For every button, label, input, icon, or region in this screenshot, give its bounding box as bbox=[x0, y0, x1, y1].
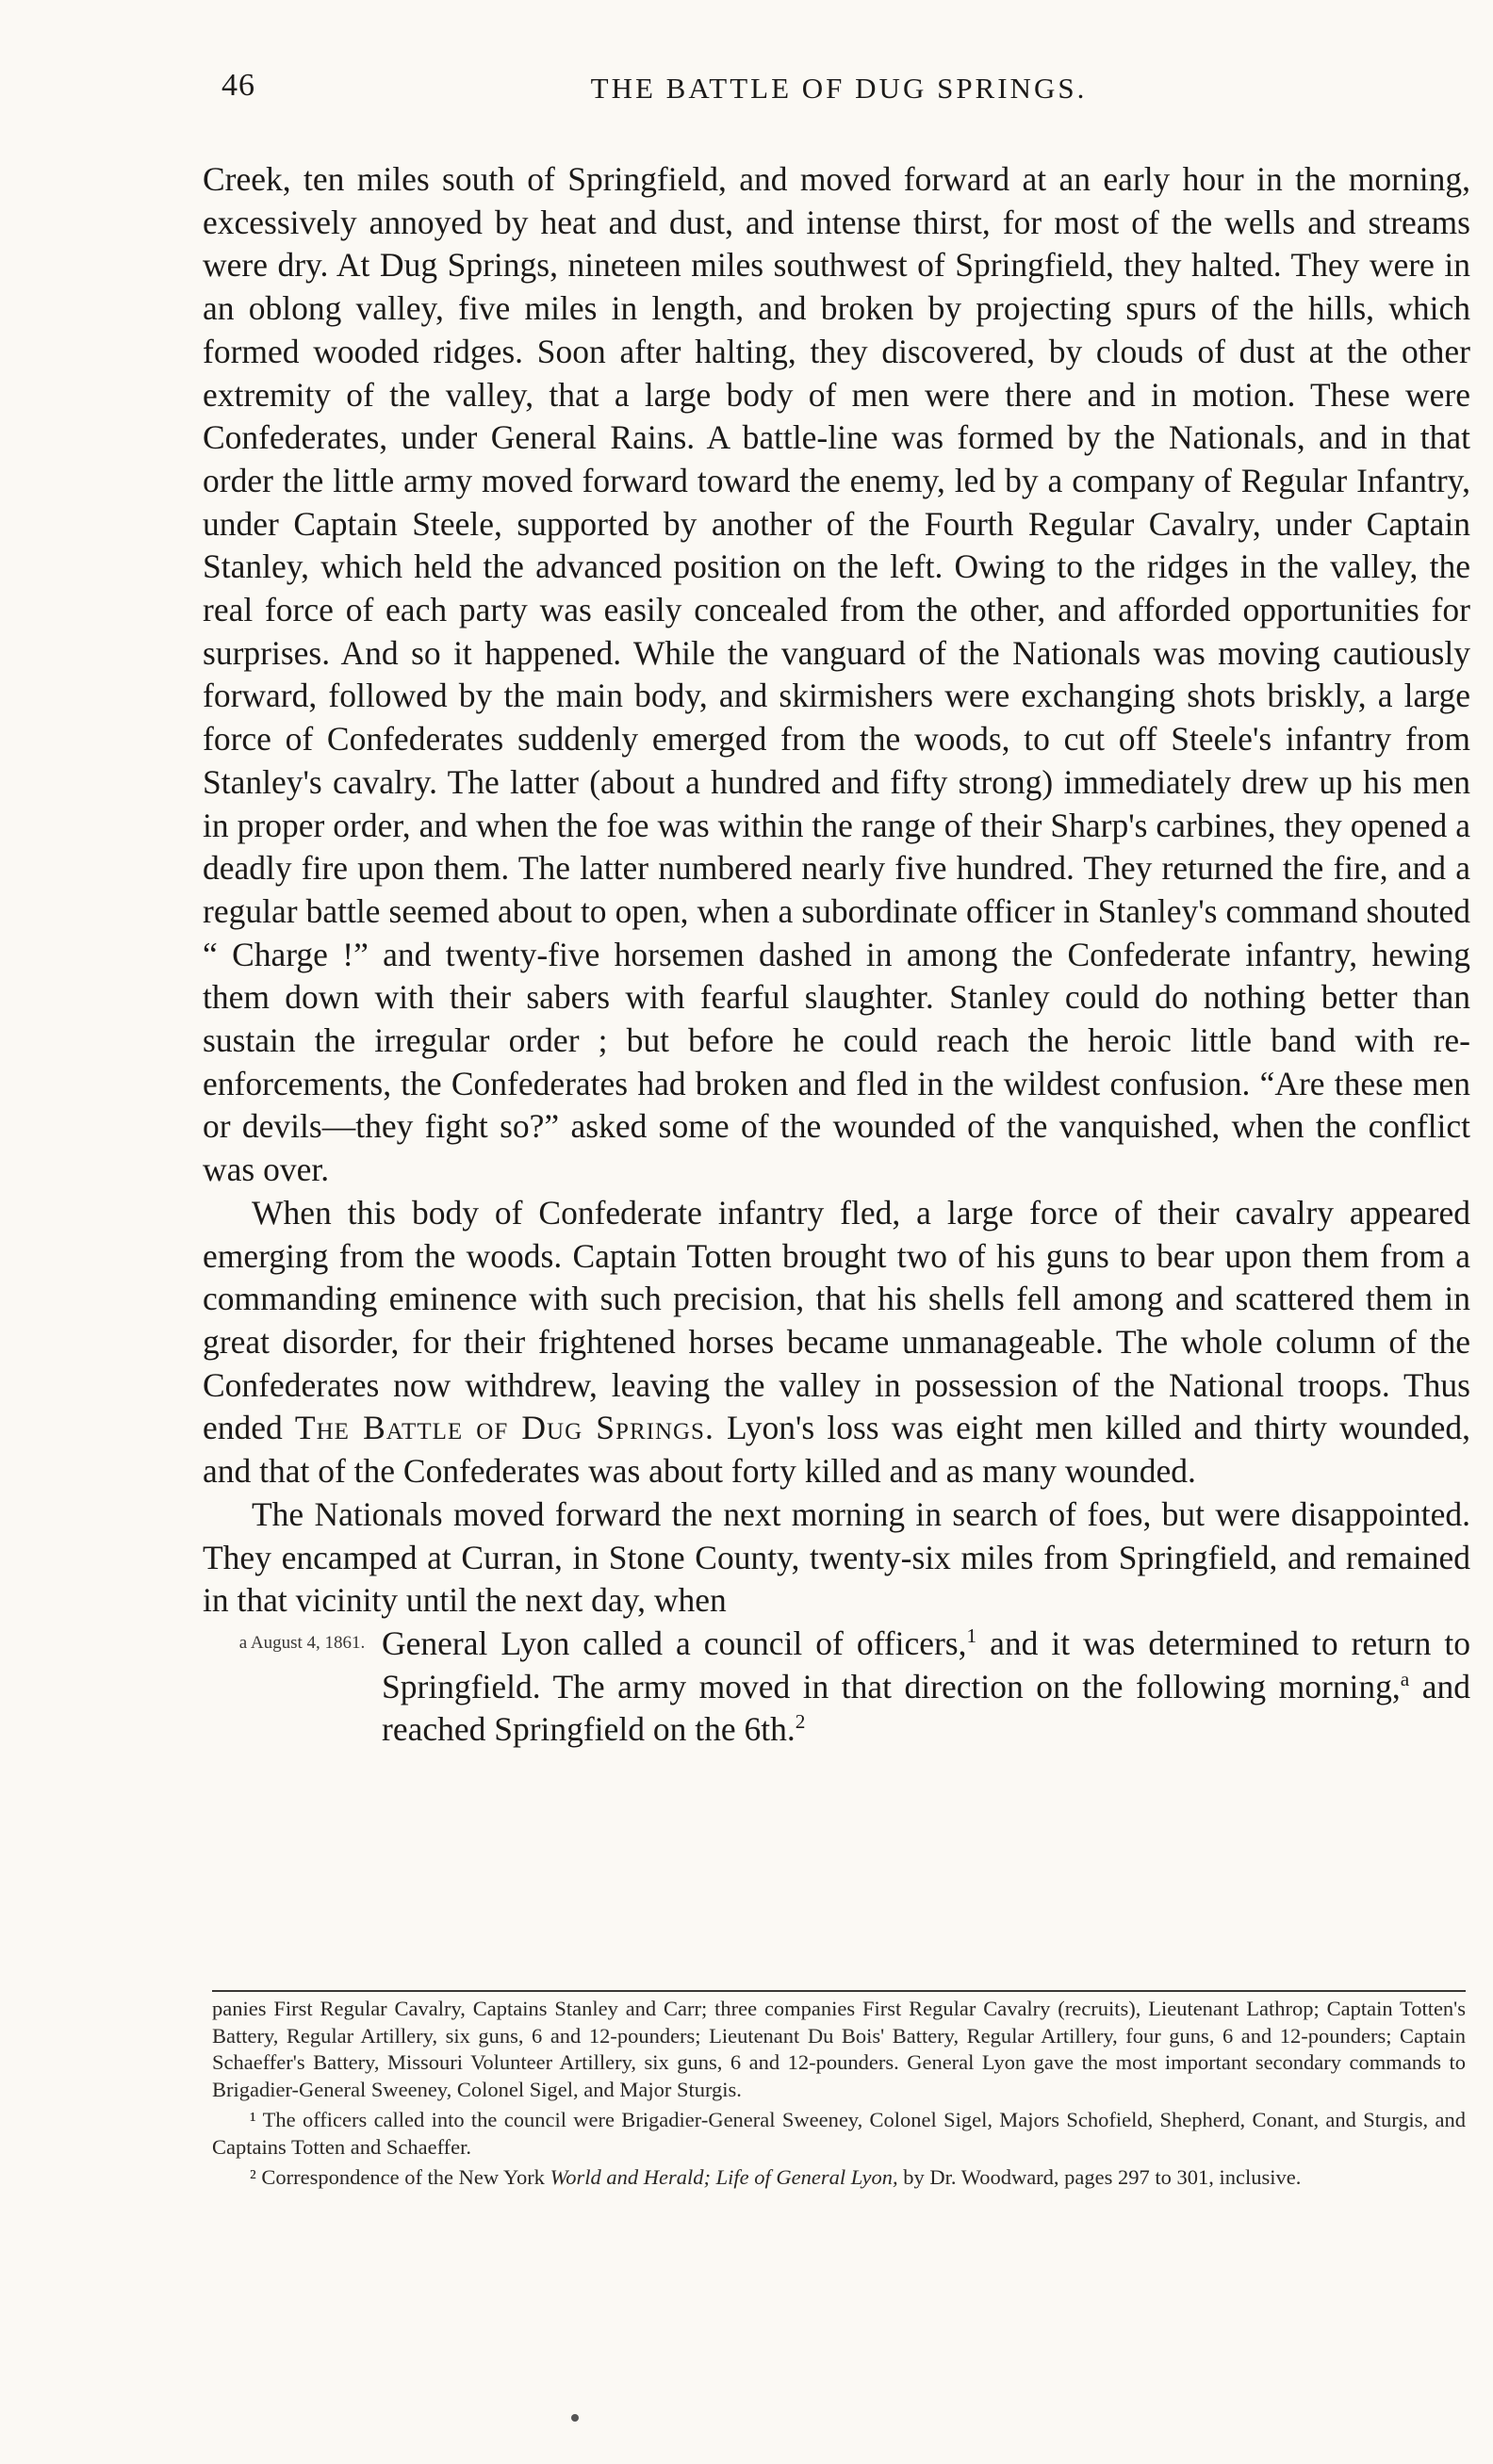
paragraph-3-text-c: and reached Springfield on the 6th. bbox=[382, 1667, 1470, 1749]
paragraph-3-continued bbox=[203, 1623, 1470, 1752]
footnote-divider bbox=[212, 1990, 1466, 1992]
paragraph-2 bbox=[203, 1192, 1470, 1493]
paragraph-3-text-a: General Lyon called a council of officers, bbox=[382, 1624, 967, 1662]
paragraph-3-text-b: and it was determined to return to Springfield. The army moved in that direction on the following morning, bbox=[382, 1624, 1470, 1705]
footnote-2-titles: World and Herald; Life of General Lyon, bbox=[550, 2165, 898, 2189]
margin-date-note: a August 4, 1861. bbox=[238, 1632, 366, 1653]
paragraph-1: Creek, ten miles south of Springfield, and moved forward at an early hour in the morning, excessively annoyed by heat and dust, and intense thirst, for most of the wells and streams were dry. At Dug Springs, nineteen miles southwest of Springfield, they halted. They were in an oblong valley, five miles in length, and broken by projecting spurs of the hills, which formed wooded ridges. Soon after halting, they discovered, by clouds of dust at the other extremity of the valley, that a large body of men were there and in motion. These were Confederates, under General Rains. A battle-line was formed by the Nationals, and in that order the little army moved forward toward the enemy, led by a company of Regular Infantry, under Captain Steele, supported by another of the Fourth Regular Cavalry, under Captain Stanley, which held the advanced position on the left. Owing to the ridges in the valley, the real force of each party was easily concealed from the other, and afforded opportunities for surprises. And so it happened. While the vanguard of the Nationals was moving cautiously forward, followed by the main body, and skirmishers were exchanging shots briskly, a large force of Confederates suddenly emerged from the woods, to cut off Steele's infantry from Stanley's cavalry. The latter (about a hundred and fifty strong) immediately drew up his men in proper order, and when the foe was within the range of their Sharp's carbines, they opened a deadly fire upon them. The latter numbered nearly five hundred. They returned the fire, and a regular battle seemed about to open, when a subordinate officer in Stanley's command shouted “ Charge !” and twenty-five horsemen dashed in among the Confederate infantry, hewing them down with their sabers with fearful slaughter. Stanley could do nothing better than sustain the irregular order ; but before he could reach the heroic little band with re-enforcements, the Confederates had broken and fled in the wildest confusion. “Are these men or devils—they fight so?” asked some of the wounded of the vanquished, when the conflict was over. bbox=[203, 160, 1470, 1189]
body-text bbox=[203, 158, 1470, 1752]
footnote-continued: panies First Regular Cavalry, Captains Stanley and Carr; three companies First Regular Cavalry (recruits), Lieutenant Lathrop; Captain Totten's Battery, Regular Artillery, six guns, 6 and 12-pounders; Lieutenant Du Bois' Battery, Regular Artillery, four guns, 6 and 12-pounders; Captain Schaeffer's Battery, Missouri Volunteer Artillery, six guns, 6 and 12-pounders. General Lyon gave the most important secondary commands to Brigadier-General Sweeney, Colonel Sigel, and Major Sturgis. bbox=[212, 1997, 1466, 2101]
running-title: THE BATTLE OF DUG SPRINGS. bbox=[590, 72, 1088, 105]
footnote-ref-1: 1 bbox=[966, 1624, 977, 1648]
footnote-ref-2: 2 bbox=[795, 1710, 806, 1734]
paragraph-2-text-a: When this body of Confederate infantry fled, a large force of their cavalry appeared emerging from the woods. Captain Totten brought two of his guns to bear upon them from a commanding eminence with such precision, that his shells fell among and scattered them in great disorder, for their frightened horses became unmanageable. The whole column of the Confederates now withdrew, leaving the valley in possession of the National troops. Thus ended bbox=[203, 1193, 1470, 1447]
footnote-1: ¹ The officers called into the council were Brigadier-General Sweeney, Colonel Sigel, Majors Schofield, Shepherd, Conant, and Sturgis, and Captains Totten and Schaeffer. bbox=[212, 2108, 1466, 2159]
battle-name-smallcaps: The Battle of Dug Springs. bbox=[294, 1409, 714, 1447]
footnote-2 bbox=[212, 2164, 1466, 2192]
paragraph-3-shifted bbox=[203, 1623, 1470, 1752]
footnotes bbox=[212, 1996, 1466, 2195]
running-head bbox=[212, 66, 1466, 113]
side-note-ref: a bbox=[1400, 1667, 1410, 1690]
footnote-2-text-a: ² Correspondence of the New York bbox=[250, 2165, 545, 2189]
print-mark-dot bbox=[571, 2414, 579, 2422]
footnote-2-text-b: by Dr. Woodward, pages 297 to 301, inclusive. bbox=[903, 2165, 1302, 2189]
page-number: 46 bbox=[221, 68, 255, 103]
paragraph-3: The Nationals moved forward the next morning in search of foes, but were disappointed. They encamped at Curran, in Stone County, twenty-six miles from Springfield, and remained in that vicinity until the next day, when bbox=[203, 1494, 1470, 1620]
paragraph-2-text-b: Lyon's loss was eight men killed and thirty wounded, and that of the Confederates was about forty killed and as many wounded. bbox=[203, 1409, 1471, 1491]
